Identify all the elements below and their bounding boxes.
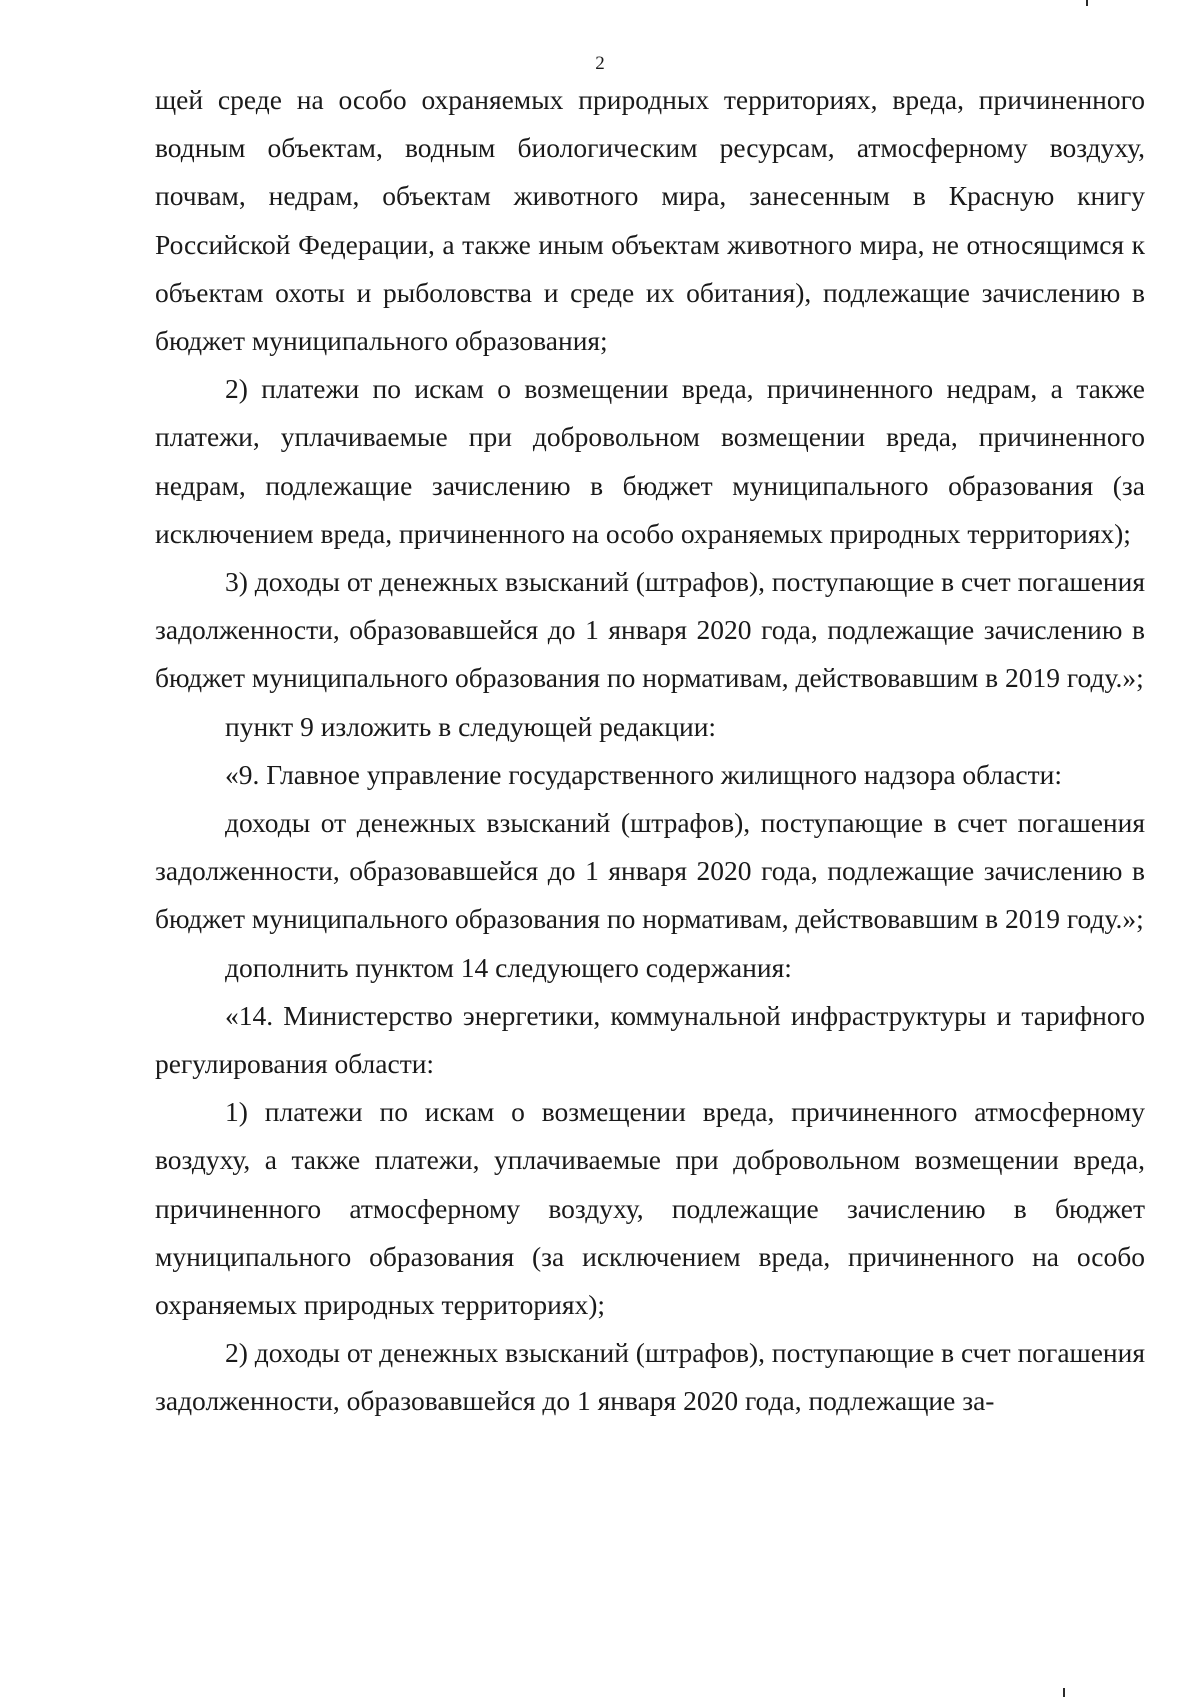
paragraph-item-2-subsoil-damage: 2) платежи по искам о возмещении вреда, причиненного недрам, а также платежи, уплачиваемые при добровольном возмещении вреда, причиненного недрам, подлежащие зачислению в бюджет муниципального образования (за исключением вреда, причиненного на особо охраняемых природных территориях); <box>155 373 1145 549</box>
paragraph-continuation: щей среде на особо охраняемых природных территориях, вреда, причиненного водным объектам, водным биологическим ресурсам, атмосферному воздуху, почвам, недрам, объектам животного мира, занесенным в Красную книгу Российской Федерации, а также иным объектам животного мира, не относящимся к объектам охоты и рыболовства и среде их обитания), подлежащие зачислению в бюджет муниципального образования; <box>155 84 1145 357</box>
scan-edge-mark <box>1086 0 1088 6</box>
document-body <box>155 76 1145 1426</box>
paragraph-point-14-item-1: 1) платежи по искам о возмещении вреда, причиненного атмосферному воздуху, а также платежи, уплачиваемые при добровольном возмещении вреда, причиненного атмосферному воздуху, подлежащие зачислению в бюджет муниципального образования (за исключением вреда, причиненного на особо охраняемых природных территориях); <box>155 1096 1145 1321</box>
paragraph-point-14-heading: «14. Министерство энергетики, коммунальной инфраструктуры и тарифного регулирования области: <box>155 999 1145 1080</box>
paragraph-amend-point-9: пункт 9 изложить в следующей редакции: <box>225 710 717 742</box>
page-number: 2 <box>595 53 605 74</box>
paragraph-item-3-fines: 3) доходы от денежных взысканий (штрафов), поступающие в счет погашения задолженности, образовавшейся до 1 января 2020 года, подлежащие зачислению в бюджет муниципального образования по нормативам, действовавшим в 2019 году.»; <box>155 566 1145 694</box>
paragraph-add-point-14: дополнить пунктом 14 следующего содержания: <box>225 951 792 983</box>
paragraph-point-9-heading: «9. Главное управление государственного жилищного надзора области: <box>225 758 1062 790</box>
paragraph-point-9-fines: доходы от денежных взысканий (штрафов), поступающие в счет погашения задолженности, образовавшейся до 1 января 2020 года, подлежащие зачислению в бюджет муниципального образования по нормативам, действовавшим в 2019 году.»; <box>155 807 1145 935</box>
scan-edge-mark <box>1063 1688 1065 1697</box>
paragraph-point-14-item-2: 2) доходы от денежных взысканий (штрафов), поступающие в счет погашения задолженности, образовавшейся до 1 января 2020 года, подлежащие за- <box>155 1337 1145 1417</box>
